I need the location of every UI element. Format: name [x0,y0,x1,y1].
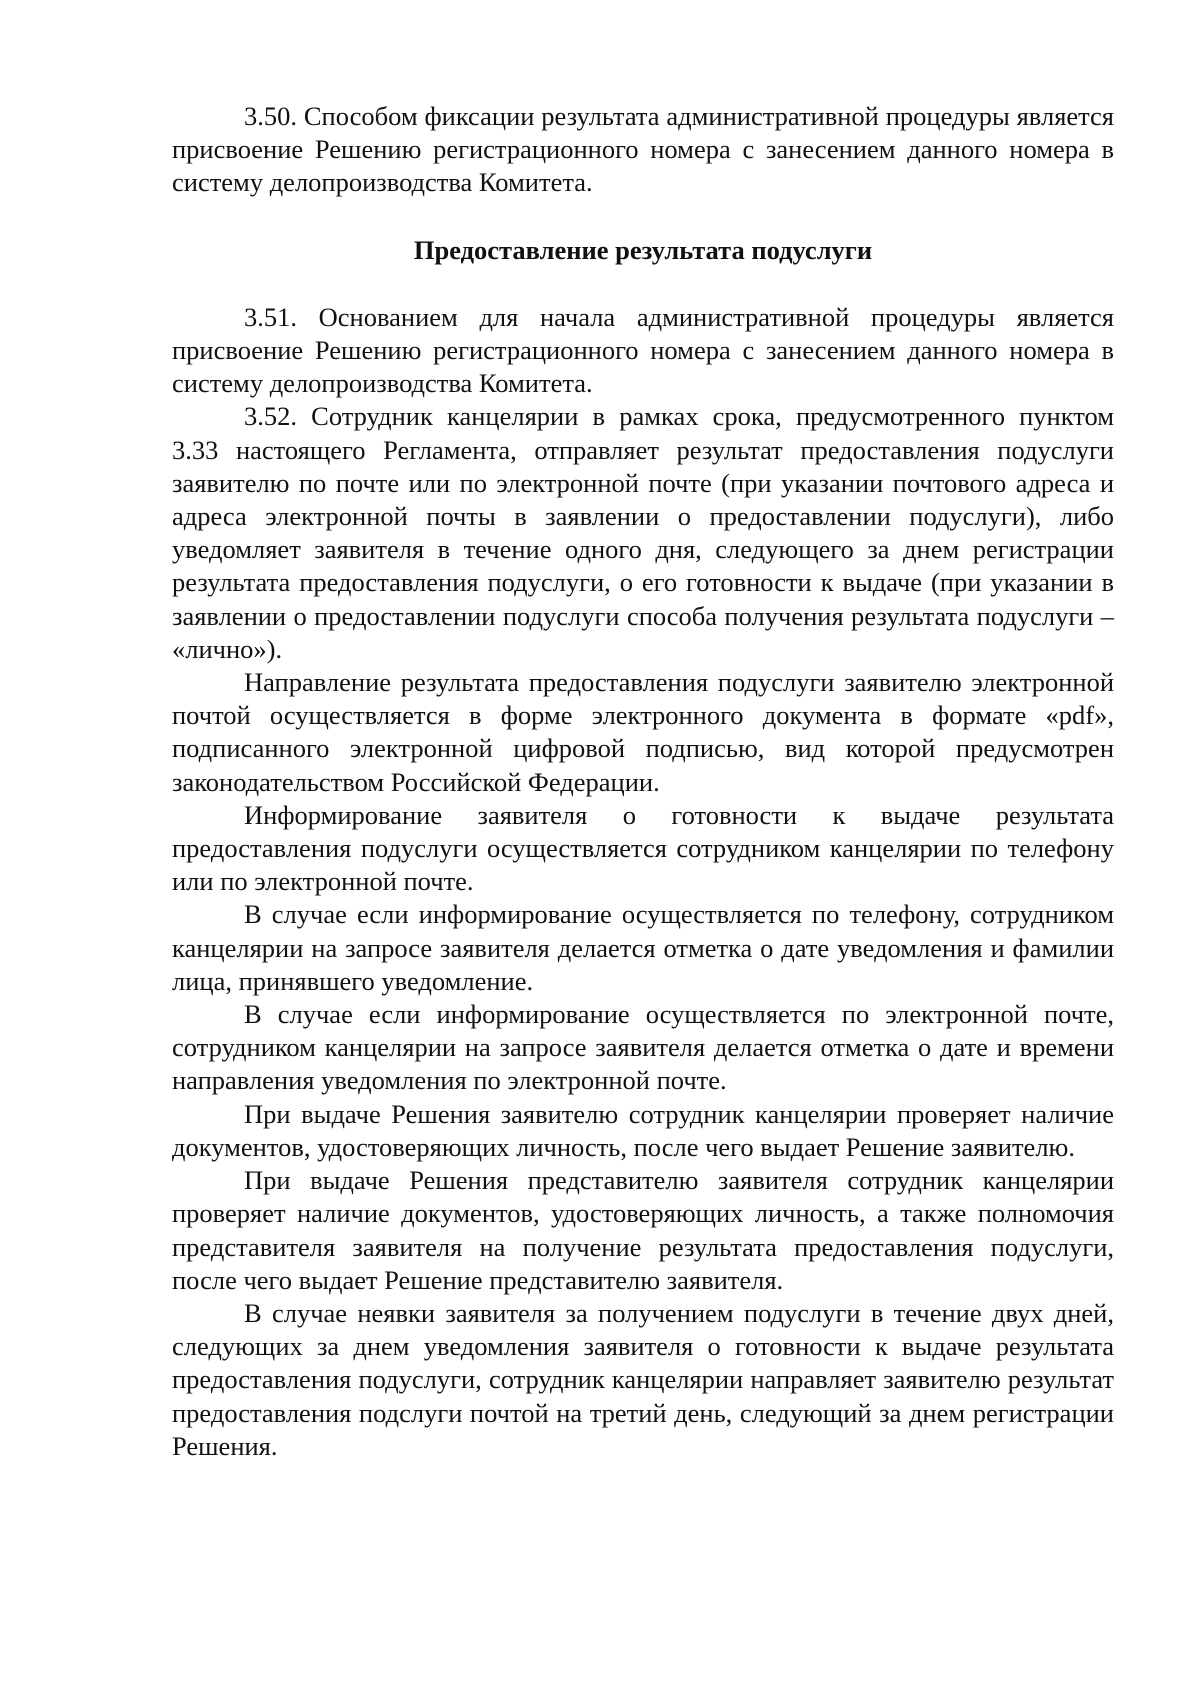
paragraph-issue-applicant: При выдаче Решения заявителю сотрудник канцелярии проверяет наличие документов, удостоверяющих личность, после чего выдает Решение заявителю. [172,1098,1114,1162]
paragraph-direction: Направление результата предоставления подуслуги заявителю электронной почтой осуществляется в форме электронного документа в формате «pdf», подписанного электронной цифровой подписью, вид которой предусмотрен законодательством Российской Федерации. [172,667,1114,797]
paragraph-phone: В случае если информирование осуществляется по телефону, сотрудником канцелярии на запросе заявителя делается отметка о дате уведомления и фамилии лица, принявшего уведомление. [172,899,1114,996]
paragraph-no-show: В случае неявки заявителя за получением подуслуги в течение двух дней, следующих за днем уведомления заявителя о готовности к выдаче результата предоставления подуслуги, сотрудник канцелярии направляет заявителю результат предоставления подслуги почтой на третий день, следующий за днем регистрации Решения. [172,1297,1114,1461]
paragraph-issue-representative: При выдаче Решения представителю заявителя сотрудник канцелярии проверяет наличие документов, удостоверяющих личность, а также полномочия представителя заявителя на получение результата предоставления подуслуги, после чего выдает Решение представителю заявителя. [172,1165,1114,1295]
paragraph-3-52: 3.52. Сотрудник канцелярии в рамках срока, предусмотренного пунктом 3.33 настоящего Регламента, отправляет результат предоставления подуслуги заявителю по почте или по электронной почте (при указании почтового адреса и адреса электронной почты в заявлении о предоставлении подуслуги), либо уведомляет заявителя в течение одного дня, следующего за днем регистрации результата предоставления подуслуги, о его готовности к выдаче (при указании в заявлении о предоставлении подуслуги способа получения результата подуслуги – «лично»). [172,401,1114,664]
paragraph-3-51: 3.51. Основанием для начала административной процедуры является присвоение Решению регистрационного номера с занесением данного номера в систему делопроизводства Комитета. [172,301,1114,399]
paragraph-informing: Информирование заявителя о готовности к выдаче результата предоставления подуслуги осуществляется сотрудником канцелярии по телефону или по электронной почте. [172,799,1114,897]
paragraph-email: В случае если информирование осуществляется по электронной почте, сотрудником канцелярии на запросе заявителя делается отметка о дате и времени направления уведомления по электронной почте. [172,999,1114,1096]
document-page [172,100,1114,1463]
section-heading: Предоставление результата подуслуги [413,234,873,265]
paragraph-3-50: 3.50. Способом фиксации результата административной процедуры является присвоение Решению регистрационного номера с занесением данного номера в систему делопроизводства Комитета. [172,101,1114,198]
